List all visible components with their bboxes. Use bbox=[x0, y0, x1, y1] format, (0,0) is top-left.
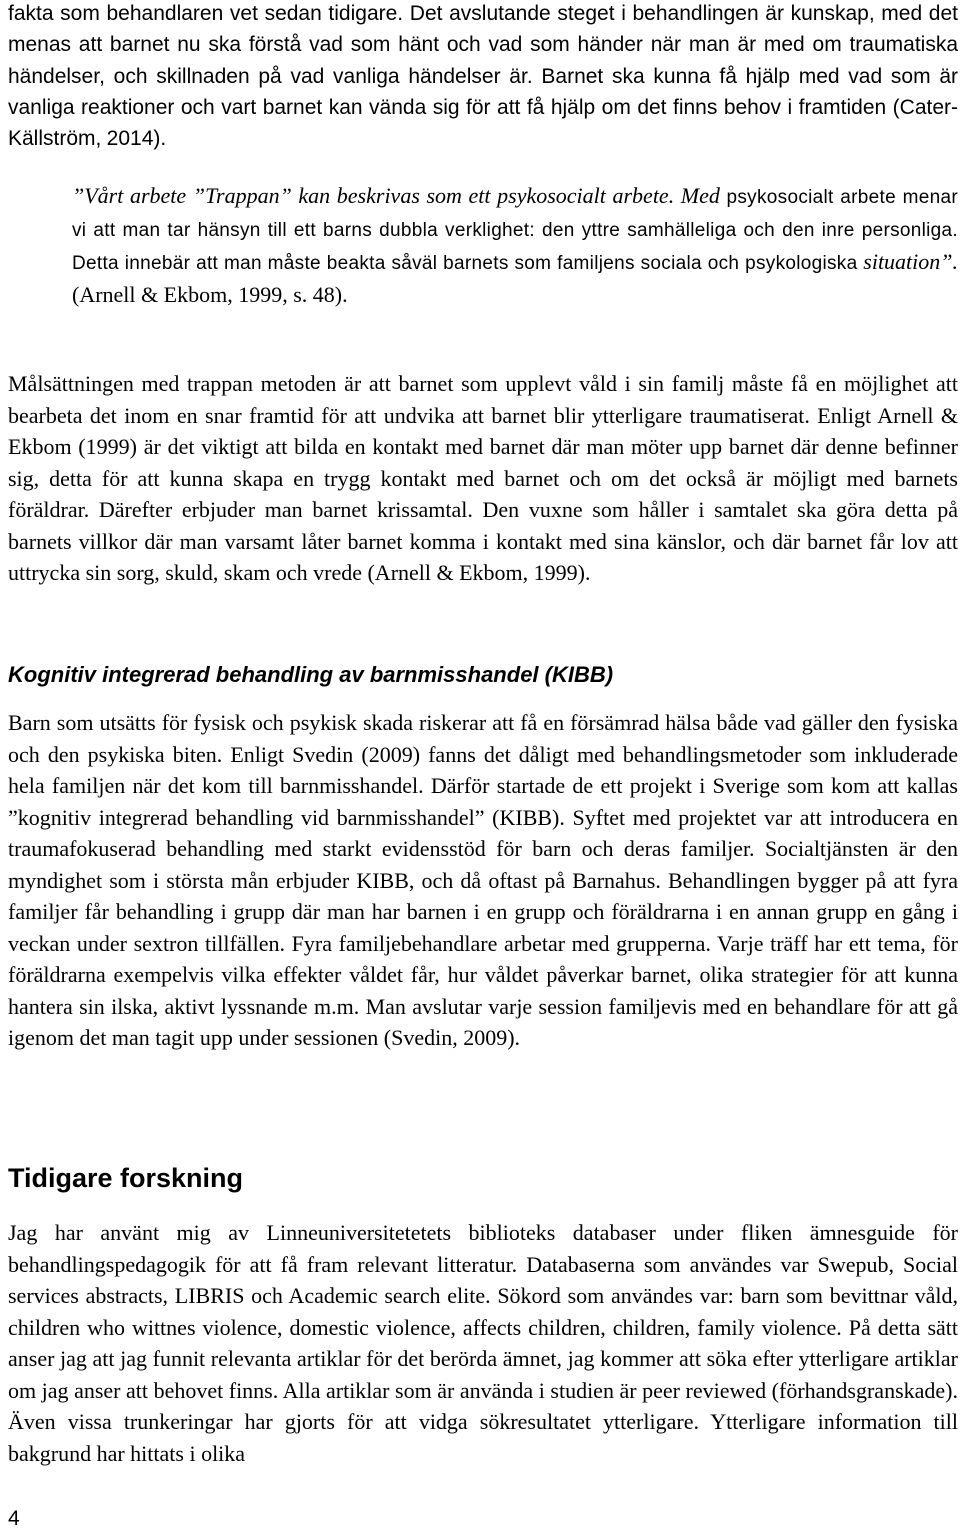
paragraph-tidigare-forskning: Jag har använt mig av Linneuniversitetetets biblioteks databaser under fliken ämnesguide för behandlingspedagogik för att få fram relevant litteratur. Databaserna som användes var Swepub, Social services abstracts, LIBRIS och Academic search elite. Sökord som användes var: barn som bevittnar våld, children who wittnes violence, domestic violence, affects children, children, family violence. På detta sätt anser jag att jag funnit relevanta artiklar för det berörda ämnet, jag kommer att söka efter ytterligare artiklar om jag anser att behovet finns. Alla artiklar som är använda i studien är peer reviewed (förhandsgranskade). Även vissa trunkeringar har gjorts för att vidga sökresultatet ytterligare. Ytterligare information till bakgrund har hittats i olika bbox=[8, 1220, 958, 1466]
block-quote-trappan bbox=[72, 180, 958, 310]
quote-italic-closing: situation”. bbox=[863, 249, 959, 274]
paragraph-malsattning: Målsättningen med trappan metoden är att barnet som upplevt våld i sin familj måste få en möjlighet att bearbeta det inom en snar framtid för att undvika att barnet blir ytterligare traumatiserat. Enligt Arnell & Ekbom (1999) är det viktigt att bilda en kontakt med barnet där man möter upp barnet där denne befinner sig, detta för att kunna skapa en trygg kontakt med barnet och om det också är möjligt med barnets föräldrar. Därefter erbjuder man barnet krissamtal. Den vuxne som håller i samtalet ska göra detta på barnets villkor där man varsamt låter barnet komma i kontakt med sina känslor, och där barnet får lov att uttrycka sin sorg, skuld, skam och vrede (Arnell & Ekbom, 1999). bbox=[8, 371, 958, 585]
quote-body: psykosocialt arbete menar vi att man tar hänsyn till ett barns dubbla verklighet: den yttre samhälleliga och den inre personliga. Detta innebär att man måste beakta såväl barnets som familjens sociala och psykologiska bbox=[72, 187, 959, 274]
paragraph-behandling-steg: fakta som behandlaren vet sedan tidigare. Det avslutande steget i behandlingen är kunskap, med det menas att barnet nu ska förstå vad som hänt och vad som händer när man är med om traumatiska händelser, och skillnaden på vad vanliga händelser är. Barnet ska kunna få hjälp med vad som är vanliga reaktioner och vart barnet kan vända sig för att få hjälp om det finns behov i framtiden (Cater-Källström, 2014). bbox=[8, 2, 958, 151]
quote-italic-opening: ”Vårt arbete ”Trappan” kan beskrivas som ett psykosocialt arbete. Med bbox=[72, 183, 720, 208]
heading-tidigare-forskning: Tidigare forskning bbox=[8, 1163, 244, 1193]
quote-citation: (Arnell & Ekbom, 1999, s. 48). bbox=[72, 282, 348, 307]
heading-kibb: Kognitiv integrerad behandling av barnmisshandel (KIBB) bbox=[8, 662, 614, 687]
page-number: 4 bbox=[8, 1507, 20, 1530]
paragraph-kibb: Barn som utsätts för fysisk och psykisk skada riskerar att få en försämrad hälsa både vad gäller den fysiska och den psykiska biten. Enligt Svedin (2009) fanns det dåligt med behandlingsmetoder som inkluderade hela familjen när det kom till barnmisshandel. Därför startade de ett projekt i Sverige som kom att kallas ”kognitiv integrerad behandling vid barnmisshandel” (KIBB). Syftet med projektet var att introducera en traumafokuserad behandling med starkt evidensstöd för barn och deras familjer. Socialtjänsten är den myndighet som i största mån erbjuder KIBB, och då oftast på Barnahus. Behandlingen bygger på att fyra familjer får behandling i grupp där man har barnen i en grupp och föräldrarna i en annan grupp en gång i veckan under sextron tillfällen. Fyra familjebehandlare arbetar med grupperna. Varje träff har ett tema, för föräldrarna exempelvis vilka effekter våldet får, hur våldet påverkar barnet, olika strategier för att kunna hantera sin ilska, aktivt lyssnande m.m. Man avslutar varje session familjevis med en behandlare för att gå igenom det man tagit upp under sessionen (Svedin, 2009). bbox=[8, 710, 958, 1050]
